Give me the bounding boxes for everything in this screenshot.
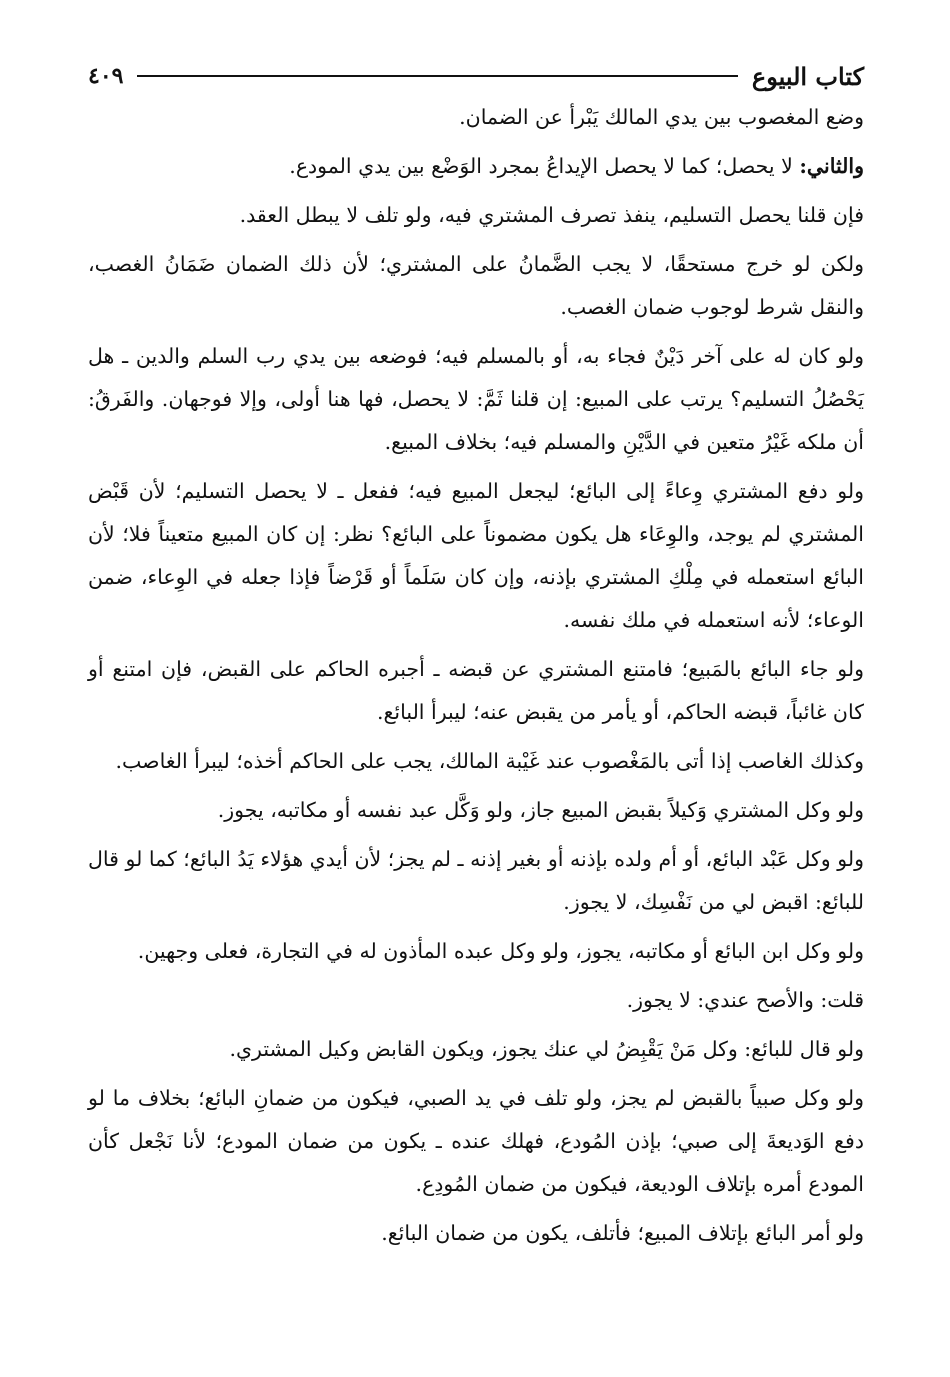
paragraph: وضع المغصوب بين يدي المالك يَبْرأ عن الضمان. <box>459 105 864 129</box>
body-text <box>88 96 864 1261</box>
page-number: ٤٠٩ <box>88 63 124 89</box>
paragraph-lead: والثاني: <box>799 154 864 178</box>
paragraph: ولو جاء البائع بالمَبيع؛ فامتنع المشتري عن قبضه ـ أجبره الحاكم على القبض، فإن امتنع أو كان غائباً، قبضه الحاكم، أو يأمر من يقبض عنه؛ ليبرأ البائع. <box>88 657 864 724</box>
page-header <box>88 58 864 94</box>
header-rule <box>137 75 737 77</box>
paragraph: ولو وكل عَبْد البائع، أو أم ولده بإذنه أو بغير إذنه ـ لم يجز؛ لأن أيدي هؤلاء يَدُ البائع؛ كما لو قال للبائع: اقبض لي من نَفْسِك، لا يجوز. <box>88 847 864 914</box>
paragraph: ولو قال للبائع: وكل مَنْ يَقْبِضُ لي عنك يجوز، ويكون القابض وكيل المشتري. <box>229 1037 864 1061</box>
paragraph: ولو وكل ابن البائع أو مكاتبه، يجوز، ولو وكل عبده المأذون له في التجارة، فعلى وجهين. <box>137 939 864 963</box>
paragraph: وكذلك الغاصب إذا أتى بالمَغْصوب عند غَيْبة المالك، يجب على الحاكم أخذه؛ ليبرأ الغاصب. <box>115 749 864 773</box>
book-title: كتاب البيوع <box>751 61 864 91</box>
paragraph: ولو وكل صبياً بالقبض لم يجز، ولو تلف في يد الصبي، فيكون من ضمانِ البائع؛ بخلاف ما لو دفع الوَديعةَ إلى صبي؛ بإذن المُودع، فهلك عنده ـ يكون من ضمان المودع؛ لأنا نَجْعل كأن المودع أمره بإتلاف الوديعة، فيكون من ضمان المُودِع. <box>88 1086 864 1196</box>
paragraph: ولو وكل المشتري وَكيلاً بقبض المبيع جاز، ولو وَكَّل عبد نفسه أو مكاتبه، يجوز. <box>217 798 864 822</box>
paragraph: قلت: والأصح عندي: لا يجوز. <box>626 988 864 1012</box>
paragraph: ولكن لو خرج مستحقًا، لا يجب الضَّمانُ على المشتري؛ لأن ذلك الضمان ضَمَانُ الغصب، والنقل شرط لوجوب ضمان الغصب. <box>88 252 864 319</box>
paragraph: والثاني: لا يحصل؛ كما لا يحصل الإيداعُ بمجرد الوَضْع بين يدي المودع. <box>289 154 864 178</box>
paragraph: ولو كان له على آخر دَيْنٌ فجاء به، أو بالمسلم فيه؛ فوضعه بين يدي رب السلم والدين ـ هل يَحْصُلُ التسليم؟ يرتب على المبيع: إن قلنا ثَمَّ: لا يحصل، فها هنا أولى، وإلا فوجهان. والفَرقُ: أن ملكه غَيْرُ متعين في الدَّيْنِ والمسلم فيه؛ بخلاف المبيع. <box>88 344 864 454</box>
paragraph: فإن قلنا يحصل التسليم، ينفذ تصرف المشتري فيه، ولو تلف لا يبطل العقد. <box>239 203 864 227</box>
paragraph: ولو دفع المشتري وِعاءً إلى البائع؛ ليجعل المبيع فيه؛ ففعل ـ لا يحصل التسليم؛ لأن قَبْض المشتري لم يوجد، والوِعَاء هل يكون مضموناً على البائع؟ نظر: إن كان المبيع متعيناً فلا؛ لأن البائع استعمله في مِلْكِ المشتري بإذنه، وإن كان سَلَماً أو قَرْضاً فإذا جعله في الوِعاء، ضمن الوعاء؛ لأنه استعمله في ملك نفسه. <box>88 479 864 632</box>
paragraph: ولو أمر البائع بإتلاف المبيع؛ فأتلف، يكون من ضمان البائع. <box>381 1221 864 1245</box>
